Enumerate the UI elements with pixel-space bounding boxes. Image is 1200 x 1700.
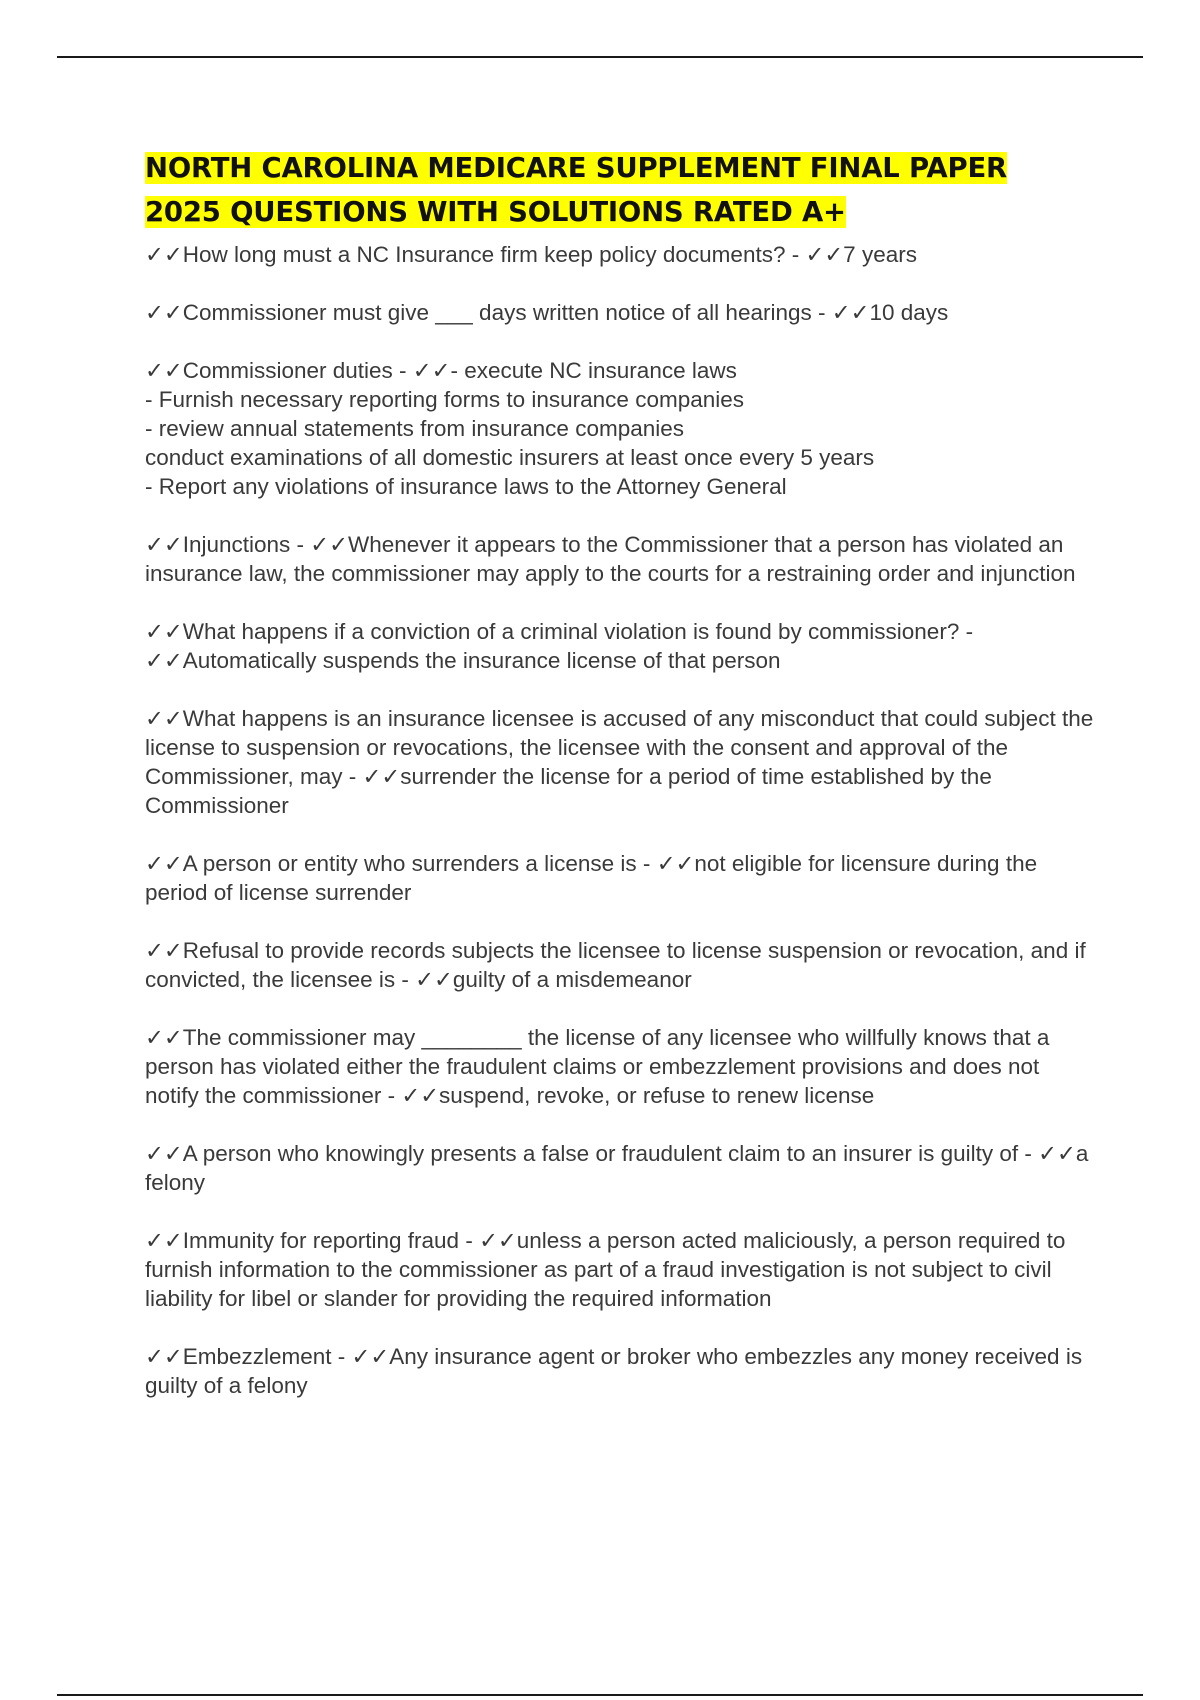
qa-item <box>145 1023 1095 1110</box>
answer-text: ✓✓10 days <box>831 300 949 325</box>
bottom-rule <box>57 1694 1143 1696</box>
qa-item <box>145 1139 1095 1197</box>
answer-text: ✓✓unless a person acted maliciously, a person required to furnish information to the commissioner as part of a fraud investigation is not subject to civil liability for libel or slander for providing the required information <box>145 1228 1072 1311</box>
title-line-1: NORTH CAROLINA MEDICARE SUPPLEMENT FINAL PAPER <box>145 152 1008 184</box>
qa-item <box>145 298 1095 327</box>
qa-item <box>145 356 1095 501</box>
answer-text: ✓✓Any insurance agent or broker who embezzles any money received is guilty of a felony <box>145 1344 1089 1398</box>
qa-item <box>145 617 1095 675</box>
answer-text: ✓✓suspend, revoke, or refuse to renew license <box>401 1083 875 1108</box>
question-text: ✓✓Commissioner must give ___ days written notice of all hearings - <box>145 300 832 325</box>
answer-text: ✓✓Automatically suspends the insurance license of that person <box>145 648 781 673</box>
answer-text: ✓✓- execute NC insurance laws - Furnish necessary reporting forms to insurance companies - review annual statements from insurance companies conduct examinations of all domestic insurers at least once every 5 years - Report any violations of insurance laws to the Attorney General <box>145 358 875 499</box>
document-body <box>145 146 1100 1429</box>
question-text: ✓✓Refusal to provide records subjects the licensee to license suspension or revocation, and if convicted, the licensee is - <box>145 938 1092 992</box>
question-text: ✓✓What happens if a conviction of a criminal violation is found by commissioner? - <box>145 619 980 644</box>
question-text: ✓✓Immunity for reporting fraud - <box>145 1228 480 1253</box>
question-text: ✓✓Commissioner duties - <box>145 358 413 383</box>
qa-item <box>145 936 1095 994</box>
question-text: ✓✓What happens is an insurance licensee is accused of any misconduct that could subject the license to suspension or revocations, the licensee with the consent and approval of the Commissioner, may - <box>145 706 1100 789</box>
title-line-2: 2025 QUESTIONS WITH SOLUTIONS RATED A+ <box>145 196 846 228</box>
question-text: ✓✓A person who knowingly presents a false or fraudulent claim to an insurer is guilty of - <box>145 1141 1039 1166</box>
qa-item <box>145 240 1095 269</box>
qa-item <box>145 849 1095 907</box>
question-text: ✓✓How long must a NC Insurance firm keep policy documents? - <box>145 242 806 267</box>
top-rule <box>57 56 1143 58</box>
answer-text: ✓✓7 years <box>805 242 917 267</box>
answer-text: ✓✓a felony <box>145 1141 1095 1195</box>
question-text: ✓✓The commissioner may ________ the license of any licensee who willfully knows that a person has violated either the fraudulent claims or embezzlement provisions and does not notify the commissioner - <box>145 1025 1056 1108</box>
answer-text: ✓✓surrender the license for a period of time established by the Commissioner <box>145 764 999 818</box>
question-text: ✓✓Embezzlement - <box>145 1344 352 1369</box>
qa-item <box>145 704 1100 820</box>
answer-text: ✓✓Whenever it appears to the Commissioner that a person has violated an insurance law, the commissioner may apply to the courts for a restraining order and injunction <box>145 532 1076 586</box>
answer-text: ✓✓guilty of a misdemeanor <box>415 967 692 992</box>
qa-item <box>145 1226 1095 1313</box>
question-text: ✓✓A person or entity who surrenders a license is - <box>145 851 657 876</box>
question-text: ✓✓Injunctions - <box>145 532 311 557</box>
qa-item <box>145 530 1095 588</box>
answer-text: ✓✓not eligible for licensure during the period of license surrender <box>145 851 1044 905</box>
document-title <box>145 146 1095 234</box>
qa-item <box>145 1342 1095 1400</box>
